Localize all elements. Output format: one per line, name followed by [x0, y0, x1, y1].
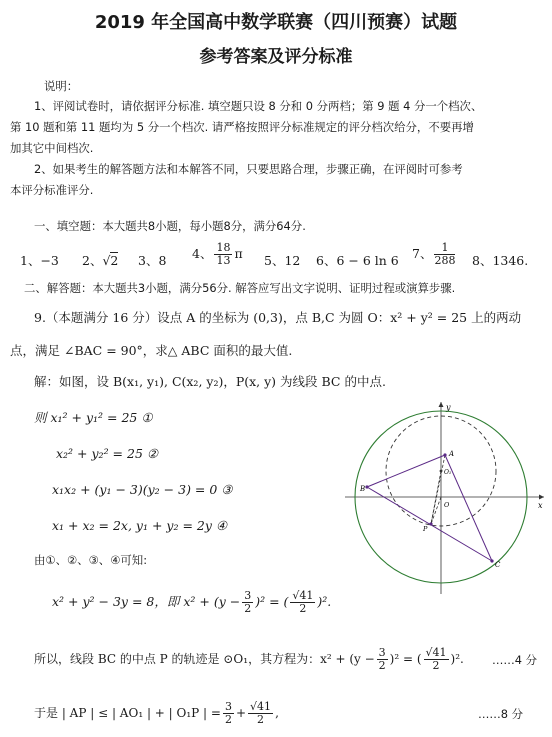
point-p [429, 522, 432, 525]
score-8: ……8 分 [478, 707, 524, 721]
score-4: ……4 分 [492, 653, 538, 667]
answer-1: 1、−3 [20, 253, 59, 268]
answer-8: 8、1346. [472, 253, 529, 268]
notes-line-5: 本评分标准评分. [10, 183, 94, 197]
x-axis-arrow-icon [539, 495, 544, 500]
x-axis-label: x [538, 501, 543, 510]
label-o: O [444, 501, 450, 509]
problem-9-statement-1: 9.（本题满分 16 分）设点 A 的坐标为 (0,3)，点 B,C 为圆 O：x² + y² = 25 上的两动 [34, 310, 522, 325]
notes-line-4: 2、如果考生的解答题方法和本解答不同，只要思路合理，步骤正确，在评阅时可参考 [34, 162, 463, 176]
answer-6: 6、6 − 6 ln 6 [316, 253, 399, 268]
answer-7: 7、 $\frac{1}{288}$ [412, 241, 456, 267]
equation-1: 则 x₁² + y₁² = 25 ① [34, 410, 153, 425]
point-a [443, 453, 446, 456]
notes-label: 说明： [44, 79, 79, 93]
answer-2: 2、√2 [82, 253, 119, 268]
segment-ab [367, 455, 445, 487]
inequality-line: 于是 | AP | ≤ | AO₁ | + | O₁P | = $\frac{3}{2}$ + $\frac{√41}{2}$ , [34, 700, 279, 726]
segment-o1p [431, 471, 441, 524]
equation-5: x² + y² − 3y = 8，即 x² + (y − $\frac{3}{2}$ )² = ( $\frac{√41}{2}$ )². [52, 589, 332, 615]
fill-section-heading: 一、填空题：本大题共8小题，每小题8分，满分64分. [34, 219, 306, 233]
notes-line-2: 第 10 题和第 11 题均为 5 分一个档次. 请严格按照评分标准规定的评分档次给分，不要再增 [10, 120, 474, 134]
point-b [365, 485, 368, 488]
sqrt-symbol: √ [102, 253, 111, 268]
y-axis-label: y [446, 403, 451, 412]
page-subtitle: 参考答案及评分标准 [199, 47, 353, 67]
point-o1 [440, 470, 443, 473]
geometry-figure [340, 398, 548, 598]
label-p: P [423, 525, 428, 533]
label-b: B [360, 485, 366, 493]
equation-3: x₁x₂ + (y₁ − 3)(y₂ − 3) = 0 ③ [52, 482, 233, 497]
answer-4: 4、 $\frac{18}{13}$ π [192, 241, 243, 267]
answer-section-heading: 二、解答题：本大题共3小题，满分56分. 解答应写出文字说明、证明过程或演算步骤. [24, 281, 456, 295]
answer-3: 3、8 [138, 253, 167, 268]
segment-ap [431, 455, 445, 524]
notes-line-3: 加其它中间档次. [10, 141, 94, 155]
problem-9-statement-2: 点，满足 ∠BAC = 90°，求△ ABC 面积的最大值. [10, 343, 293, 358]
equation-2: x₂² + y₂² = 25 ② [56, 446, 159, 461]
point-c [490, 559, 493, 562]
label-o1: O₁ [444, 469, 452, 476]
answer-5: 5、12 [264, 253, 301, 268]
y-axis-arrow-icon [439, 402, 444, 407]
label-a: A [449, 450, 455, 458]
locus-statement: 所以，线段 BC 的中点 P 的轨迹是 ⊙O₁，其方程为：x² + (y − $\frac{3}{2}$ )² = ( $\frac{√41}{2}$ )². [34, 646, 464, 672]
equation-4: x₁ + x₂ = 2x, y₁ + y₂ = 2y ④ [52, 518, 228, 533]
label-c: C [495, 561, 501, 569]
notes-line-1: 1、评阅试卷时，请依据评分标准. 填空题只设 8 分和 0 分两档；第 9 题 4 分一个档次、 [34, 99, 483, 113]
derive-text: 由①、②、③、④可知: [34, 553, 148, 567]
page-title: 2019 年全国高中数学联赛（四川预赛）试题 [94, 12, 458, 33]
segment-ac [445, 455, 492, 561]
solution-intro: 解：如图，设 B(x₁, y₁), C(x₂, y₂)，P(x, y) 为线段 BC 的中点. [34, 374, 386, 389]
